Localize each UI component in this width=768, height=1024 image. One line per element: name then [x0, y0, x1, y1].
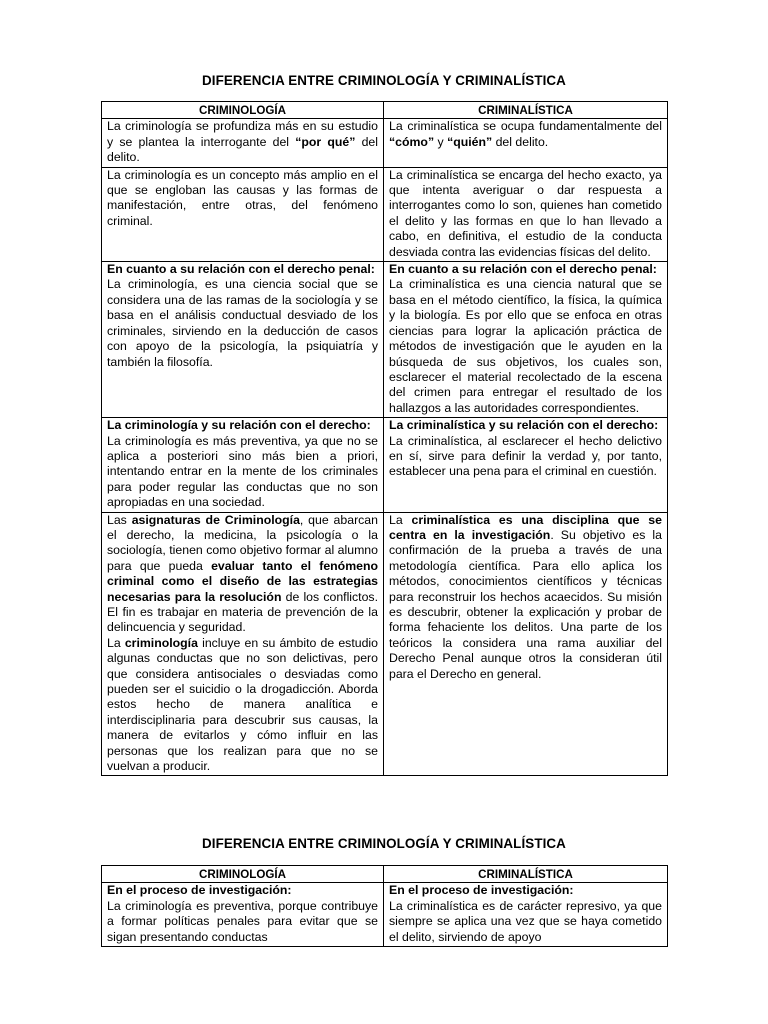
row6-left-cell: [102, 883, 384, 947]
row5-left-bold-evaluar: evaluar tanto el fenómeno criminal como el diseño de las estrategias necesarias para la resolución: [107, 558, 378, 604]
row6-right-cell: [384, 883, 668, 947]
row4-left-text: La criminología es más preventiva, ya que no se aplica a posteriori sino más bien a priori, intentando entrar en la mente de los criminales para poder regular las conductas que no son apropiadas en una sociedad.: [107, 433, 378, 510]
table-row: [102, 418, 668, 512]
row3-left-text: La criminología, es una ciencia social que se considera una de las ramas de la sociología y se basa en el análisis conductual desviado de los criminales, sirviendo en la deducción de casos con apoyo de la psicología, la psiquiatría y también la filosofía.: [107, 277, 378, 369]
row5-right-bold: criminalística es una disciplina que se centra en la investigación: [389, 512, 662, 542]
header-criminologia: CRIMINOLOGÍA: [102, 102, 384, 119]
row4-left-cell: [102, 418, 384, 512]
header-criminalistica: CRIMINALÍSTICA: [384, 102, 668, 119]
row1-right-bold-como: “cómo”: [389, 134, 435, 149]
row1-right-text: La criminalística se ocupa fundamentalmente del: [389, 119, 662, 134]
row5-left-bold-asignaturas: asignaturas de Criminología: [131, 512, 300, 527]
row3-left-cell: [102, 262, 384, 418]
row5-left-paragraph-2: La criminología incluye en su ámbito de estudio algunas conductas que no son delictivas, pero que considera antisociales o desviadas como pueden ser el suicidio o la drogadicción. Aborda estos hecho de manera analítica e interdisciplinaria para descubrir sus causas, la manera de evitarlos y cómo influir en las personas que los realizan para que no se vuelvan a producir.: [107, 635, 378, 774]
table-row: [102, 883, 668, 947]
row1-left-text: La criminología se profundiza más en su estudio y se plantea la interrogante del: [107, 119, 378, 149]
row3-right-heading: En cuanto a su relación con el derecho penal:: [389, 262, 657, 277]
row1-left-text-end: del delito.: [107, 134, 379, 165]
row5-right-cell: La criminalística es una disciplina que se centra en la investigación. Su objetivo es la confirmación de la prueba a través de una metodología científica. Para ello aplica los métodos, conocimientos científicos y técnicas para reconstruir los hechos acaecidos. Su misión es descubrir, obtener la explicación y probar de forma fehaciente los delitos. Una parte de los teóricos la considera una rama auxiliar del Derecho Penal aunque otros la consideran útil para el Derecho en general.: [384, 512, 668, 776]
row5-left-cell: [102, 512, 384, 776]
table-row: [102, 119, 668, 167]
header-criminologia: CRIMINOLOGÍA: [102, 866, 384, 883]
table-row: [102, 512, 668, 776]
row4-right-cell: [384, 418, 668, 512]
row3-right-cell: [384, 262, 668, 418]
row6-right-text: La criminalística es de carácter represivo, ya que siempre se aplica una vez que se haya cometido el delito, sirviendo de apoyo: [389, 898, 662, 944]
row6-left-heading: En el proceso de investigación:: [107, 883, 292, 898]
row4-right-heading: La criminalística y su relación con el derecho:: [389, 418, 659, 433]
document-title: DIFERENCIA ENTRE CRIMINOLOGÍA Y CRIMINALÍSTICA: [202, 73, 566, 88]
table-header-row: [102, 102, 668, 119]
document-title-2: DIFERENCIA ENTRE CRIMINOLOGÍA Y CRIMINALÍSTICA: [202, 836, 566, 851]
row2-left-cell: La criminología es un concepto más amplio en el que se engloban las causas y las formas de manifestación, entre otras, del fenómeno criminal.: [102, 167, 384, 261]
row2-right-cell: La criminalística se encarga del hecho exacto, ya que intenta averiguar o dar respuesta a interrogantes como lo son, quienes han cometido el delito y las formas en que lo han llevado a cabo, en definitiva, el estudio de la conducta desviada contra las evidencias físicas del delito.: [384, 167, 668, 261]
row4-left-heading: La criminología y su relación con el derecho:: [107, 418, 371, 433]
row1-right-cell: [384, 119, 668, 167]
table-row: [102, 262, 668, 418]
comparison-table: [101, 101, 668, 776]
table-header-row: [102, 866, 668, 883]
row1-right-text-mid: y: [434, 134, 448, 149]
comparison-table-2: [101, 865, 668, 947]
row3-left-heading: En cuanto a su relación con el derecho penal:: [107, 262, 375, 277]
row1-right-text-end: del delito.: [492, 134, 549, 149]
row6-left-text: La criminología es preventiva, porque contribuye a formar políticas penales para evitar que se sigan presentando conductas: [107, 898, 378, 944]
row1-left-bold: “por qué”: [295, 134, 356, 149]
table-row: [102, 167, 668, 261]
row4-right-text: La criminalística, al esclarecer el hecho delictivo en sí, sirve para definir la verdad y, por tanto, establecer una pena para el criminal en cuestión.: [389, 433, 662, 479]
row1-right-bold-quien: “quién”: [447, 134, 493, 149]
row6-right-heading: En el proceso de investigación:: [389, 883, 574, 898]
header-criminalistica: CRIMINALÍSTICA: [384, 866, 668, 883]
row1-left-cell: [102, 119, 384, 167]
row5-left-bold-criminologia: criminología: [124, 635, 198, 650]
row3-right-text: La criminalística es una ciencia natural que se basa en el método científico, la física, la química y la biología. Es por ello que se enfoca en otras ciencias para lograr la aplicación práctica de métodos de investigación que le ayuden en la búsqueda de sus objetivos, los cuales son, esclarecer el material recolectado de la escena del crimen para entregar el resultado de los hallazgos a las autoridades correspondientes.: [389, 277, 662, 415]
row5-left-paragraph-1: Las asignaturas de Criminología, que abarcan el derecho, la medicina, la psicología o la sociología, tienen como objetivo formar al alumno para que pueda evaluar tanto el fenómeno criminal como el diseño de las estrategias necesarias para la resolución de los conflictos. El fin es trabajar en materia de prevención de la delincuencia y seguridad.: [107, 512, 379, 635]
